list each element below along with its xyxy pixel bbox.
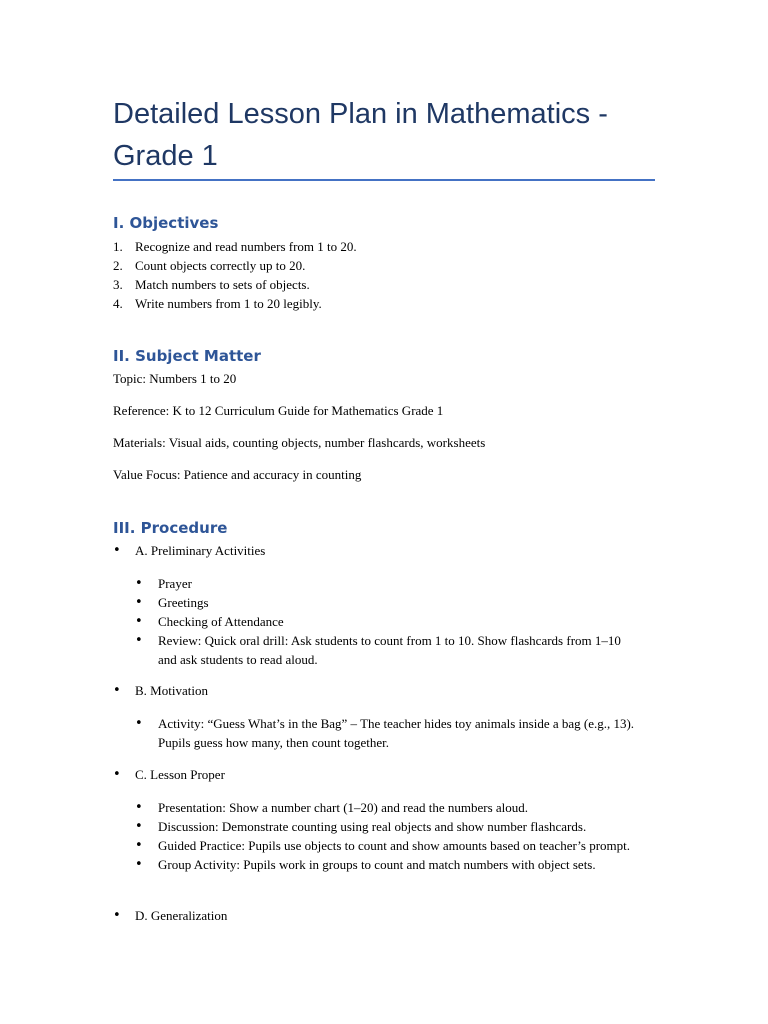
list-item (135, 798, 635, 817)
list-item (135, 574, 635, 593)
list-item (135, 855, 635, 874)
document-title: Detailed Lesson Plan in Mathematics - Grade 1 (113, 98, 608, 172)
list-item (113, 294, 357, 313)
list-item (113, 275, 357, 294)
objectives-heading: I. Objectives (113, 214, 219, 232)
list-number: 3. (113, 277, 123, 292)
list-item (135, 631, 635, 669)
topic-line: Topic: Numbers 1 to 20 (113, 371, 237, 386)
section-label: A. Preliminary Activities (135, 543, 266, 558)
bullet-icon: • (135, 838, 143, 853)
value-focus-line: Value Focus: Patience and accuracy in counting (113, 467, 362, 482)
procedure-heading: III. Procedure (113, 519, 228, 537)
list-number: 1. (113, 239, 123, 254)
section-a-items (135, 574, 635, 669)
list-number: 2. (113, 258, 123, 273)
list-item-text: Activity: “Guess What’s in the Bag” – The teacher hides toy animals inside a bag (e.g., 13). Pupils guess how many, then count together. (158, 716, 635, 750)
bullet-icon: • (135, 614, 143, 629)
reference-line: Reference: K to 12 Curriculum Guide for Mathematics Grade 1 (113, 403, 444, 418)
bullet-icon: • (135, 576, 143, 591)
list-item (135, 612, 635, 631)
list-item (135, 836, 635, 855)
bullet-icon: • (135, 633, 143, 648)
list-item (113, 237, 357, 256)
list-item-text: Recognize and read numbers from 1 to 20. (135, 239, 357, 254)
list-item (113, 256, 357, 275)
list-item-text: Review: Quick oral drill: Ask students to count from 1 to 10. Show flashcards from 1–10 and ask students to read aloud. (158, 633, 621, 667)
title-underline (113, 179, 655, 181)
objectives-list (113, 237, 357, 313)
list-item-text: Guided Practice: Pupils use objects to count and show amounts based on teacher’s prompt. (158, 838, 630, 853)
procedure-section-d (113, 907, 655, 925)
subject-matter-heading: II. Subject Matter (113, 347, 261, 365)
section-c-items (135, 798, 635, 874)
procedure-section-a (113, 542, 655, 560)
list-item-text: Prayer (158, 576, 192, 591)
materials-line: Materials: Visual aids, counting objects, number flashcards, worksheets (113, 435, 486, 450)
list-item-text: Checking of Attendance (158, 614, 284, 629)
procedure-section-c (113, 766, 655, 784)
bullet-icon: • (135, 819, 143, 834)
list-item-text: Presentation: Show a number chart (1–20) and read the numbers aloud. (158, 800, 529, 815)
section-b-items (135, 714, 635, 752)
list-item-text: Greetings (158, 595, 209, 610)
section-label: C. Lesson Proper (135, 767, 225, 782)
list-number: 4. (113, 296, 123, 311)
section-label: D. Generalization (135, 908, 228, 923)
bullet-icon: • (113, 543, 121, 558)
list-item-text: Match numbers to sets of objects. (135, 277, 310, 292)
list-item (135, 714, 635, 752)
list-item-text: Count objects correctly up to 20. (135, 258, 306, 273)
section-label: B. Motivation (135, 683, 208, 698)
list-item-text: Write numbers from 1 to 20 legibly. (135, 296, 322, 311)
list-item-text: Group Activity: Pupils work in groups to count and match numbers with object sets. (158, 857, 596, 872)
bullet-icon: • (113, 908, 121, 923)
bullet-icon: • (113, 683, 121, 698)
bullet-icon: • (135, 800, 143, 815)
list-item-text: Discussion: Demonstrate counting using real objects and show number flashcards. (158, 819, 587, 834)
bullet-icon: • (113, 767, 121, 782)
bullet-icon: • (135, 595, 143, 610)
list-item (135, 817, 635, 836)
bullet-icon: • (135, 857, 143, 872)
procedure-section-b (113, 682, 655, 700)
list-item (135, 593, 635, 612)
bullet-icon: • (135, 716, 143, 731)
